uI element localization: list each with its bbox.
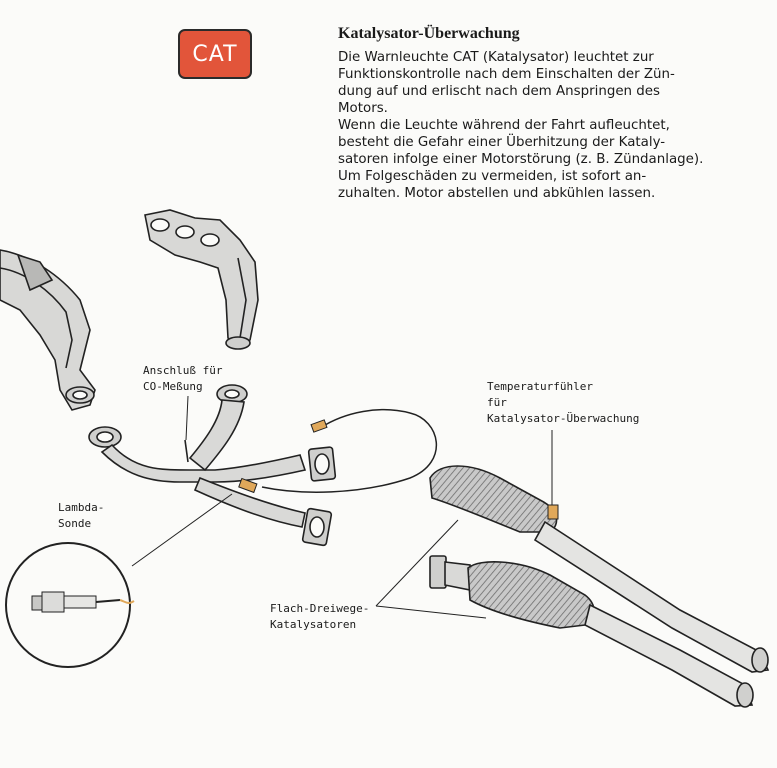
paragraph-line: dung auf und erlischt nach dem Anspringen des [338,84,661,99]
label-line: Sonde [58,517,92,530]
label-line: Temperaturfühler [487,380,593,393]
lambda-sensor-label [58,500,104,532]
catalysts-label [270,601,369,633]
paragraph-line: besteht die Gefahr einer Überhitzung der Kataly- [338,135,666,150]
label-line: Lambda- [58,501,105,514]
paragraph-line: Die Warnleuchte CAT (Katalysator) leuchtet zur [338,50,654,65]
label-line: Anschluß für [143,364,223,377]
cat-warning-light [178,29,252,79]
sensor-cable [262,410,436,493]
page-title: Katalysator-Überwachung [338,25,520,42]
paragraph-line: Motors. [338,101,388,116]
paragraph-line: Wenn die Leuchte während der Fahrt aufleuchtet, [338,118,670,133]
temperature-sensor-label [487,379,639,427]
label-line: Katalysator-Überwachung [487,412,640,425]
lambda-sensor-detail [6,543,134,667]
paragraph-line: Funktionskontrolle nach dem Einschalten der Zün- [338,67,675,82]
label-line: CO-Meßung [143,380,203,393]
label-line: für [487,396,507,409]
cat-warning-label: CAT [192,41,238,67]
paragraph-line: satoren infolge einer Motorstörung (z. B. Zündanlage). [338,152,704,167]
y-front-pipe [89,385,336,546]
left-exhaust-manifold [0,250,95,410]
co-connection-label [143,363,222,395]
paragraph-line: Um Folgeschäden zu vermeiden, ist sofort an- [338,169,647,184]
upper-exhaust-manifold [145,210,258,349]
paragraph-line: zuhalten. Motor abstellen und abkühlen lassen. [338,186,656,201]
label-line: Flach-Dreiwege- [270,602,370,615]
label-line: Katalysatoren [270,618,357,631]
description-paragraph [338,49,728,202]
